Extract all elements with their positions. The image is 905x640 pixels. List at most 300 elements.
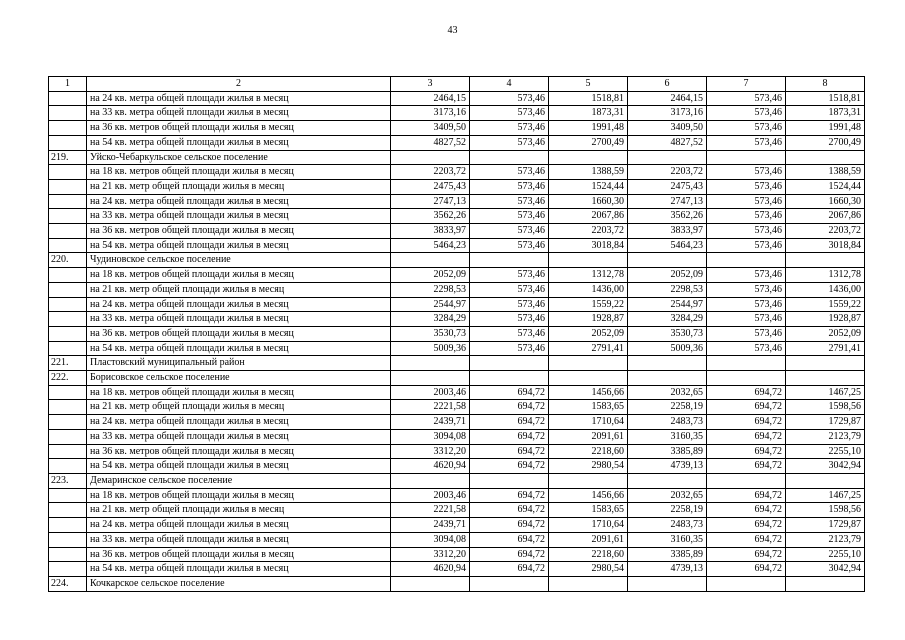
- table-row: [49, 238, 865, 253]
- value-cell: 2052,09: [391, 268, 470, 283]
- value-cell: 573,46: [707, 194, 786, 209]
- table-row: [49, 297, 865, 312]
- row-index-cell: [49, 459, 87, 474]
- row-index-cell: [49, 238, 87, 253]
- value-cell: 694,72: [470, 518, 549, 533]
- value-cell: 2439,71: [391, 415, 470, 430]
- value-cell: 573,46: [707, 282, 786, 297]
- table-row: [49, 282, 865, 297]
- table-row: [49, 547, 865, 562]
- value-cell: 573,46: [707, 106, 786, 121]
- value-cell: [707, 356, 786, 371]
- header-cell: 5: [549, 77, 628, 92]
- value-cell: 2203,72: [391, 165, 470, 180]
- value-cell: 2464,15: [628, 91, 707, 106]
- value-cell: 2255,10: [786, 444, 865, 459]
- value-cell: 694,72: [470, 562, 549, 577]
- value-cell: [786, 473, 865, 488]
- value-cell: 573,46: [707, 341, 786, 356]
- value-cell: 4620,94: [391, 562, 470, 577]
- row-name-cell: на 33 кв. метра общей площади жилья в месяц: [87, 106, 391, 121]
- row-name-cell: на 21 кв. метр общей площади жилья в месяц: [87, 503, 391, 518]
- table-row: [49, 371, 865, 386]
- value-cell: 2032,65: [628, 385, 707, 400]
- value-cell: 694,72: [470, 400, 549, 415]
- value-cell: 573,46: [707, 312, 786, 327]
- row-index-cell: [49, 400, 87, 415]
- value-cell: 694,72: [470, 415, 549, 430]
- row-name-cell: на 54 кв. метра общей площади жилья в месяц: [87, 341, 391, 356]
- value-cell: 694,72: [707, 532, 786, 547]
- value-cell: 4827,52: [391, 135, 470, 150]
- value-cell: 3833,97: [628, 224, 707, 239]
- value-cell: [707, 253, 786, 268]
- row-name-cell: Борисовское сельское поселение: [87, 371, 391, 386]
- row-name-cell: на 33 кв. метра общей площади жилья в месяц: [87, 312, 391, 327]
- row-index-cell: [49, 503, 87, 518]
- value-cell: [786, 371, 865, 386]
- table-row: [49, 179, 865, 194]
- row-index-cell: 224.: [49, 576, 87, 591]
- value-cell: 2003,46: [391, 488, 470, 503]
- row-name-cell: на 18 кв. метров общей площади жилья в месяц: [87, 165, 391, 180]
- header-cell: 2: [87, 77, 391, 92]
- row-index-cell: [49, 341, 87, 356]
- value-cell: [470, 576, 549, 591]
- value-cell: 2700,49: [549, 135, 628, 150]
- value-cell: [470, 371, 549, 386]
- table-row: [49, 385, 865, 400]
- value-cell: 1456,66: [549, 488, 628, 503]
- value-cell: 4739,13: [628, 562, 707, 577]
- value-cell: 573,46: [707, 268, 786, 283]
- value-cell: 3530,73: [391, 326, 470, 341]
- value-cell: 573,46: [707, 297, 786, 312]
- value-cell: 2439,71: [391, 518, 470, 533]
- value-cell: 2791,41: [549, 341, 628, 356]
- value-cell: 2298,53: [391, 282, 470, 297]
- value-cell: [470, 356, 549, 371]
- value-cell: [707, 150, 786, 165]
- table-row: [49, 503, 865, 518]
- row-index-cell: [49, 415, 87, 430]
- value-cell: 2544,97: [628, 297, 707, 312]
- row-name-cell: на 33 кв. метра общей площади жилья в месяц: [87, 209, 391, 224]
- value-cell: 694,72: [707, 400, 786, 415]
- row-name-cell: Пластовский муниципальный район: [87, 356, 391, 371]
- value-cell: 3284,29: [391, 312, 470, 327]
- value-cell: 3385,89: [628, 547, 707, 562]
- value-cell: 1928,87: [786, 312, 865, 327]
- value-cell: 1598,56: [786, 400, 865, 415]
- row-name-cell: на 21 кв. метр общей площади жилья в месяц: [87, 179, 391, 194]
- value-cell: 3173,16: [628, 106, 707, 121]
- row-name-cell: на 54 кв. метра общей площади жилья в месяц: [87, 459, 391, 474]
- value-cell: 1991,48: [549, 121, 628, 136]
- value-cell: 2067,86: [786, 209, 865, 224]
- value-cell: 573,46: [707, 238, 786, 253]
- row-name-cell: на 18 кв. метров общей площади жилья в месяц: [87, 268, 391, 283]
- value-cell: 2483,73: [628, 415, 707, 430]
- value-cell: 2258,19: [628, 503, 707, 518]
- value-cell: 573,46: [470, 106, 549, 121]
- value-cell: 694,72: [470, 547, 549, 562]
- value-cell: 3094,08: [391, 532, 470, 547]
- table-row: [49, 341, 865, 356]
- value-cell: 573,46: [707, 224, 786, 239]
- value-cell: [549, 253, 628, 268]
- value-cell: 2221,58: [391, 400, 470, 415]
- row-index-cell: [49, 106, 87, 121]
- value-cell: 694,72: [470, 503, 549, 518]
- value-cell: 3042,94: [786, 459, 865, 474]
- table-body: [49, 77, 865, 592]
- value-cell: 4739,13: [628, 459, 707, 474]
- row-name-cell: на 24 кв. метра общей площади жилья в месяц: [87, 415, 391, 430]
- value-cell: 1873,31: [786, 106, 865, 121]
- row-index-cell: [49, 179, 87, 194]
- value-cell: 3409,50: [391, 121, 470, 136]
- row-index-cell: 222.: [49, 371, 87, 386]
- value-cell: 573,46: [470, 165, 549, 180]
- value-cell: 1991,48: [786, 121, 865, 136]
- value-cell: 2221,58: [391, 503, 470, 518]
- value-cell: 2052,09: [628, 268, 707, 283]
- row-index-cell: [49, 91, 87, 106]
- table-row: [49, 91, 865, 106]
- value-cell: 694,72: [707, 562, 786, 577]
- value-cell: 694,72: [707, 547, 786, 562]
- value-cell: 1524,44: [786, 179, 865, 194]
- table-row: [49, 121, 865, 136]
- row-name-cell: на 18 кв. метров общей площади жилья в месяц: [87, 488, 391, 503]
- value-cell: 573,46: [707, 165, 786, 180]
- value-cell: 694,72: [470, 459, 549, 474]
- value-cell: 573,46: [470, 326, 549, 341]
- value-cell: 2544,97: [391, 297, 470, 312]
- value-cell: 2203,72: [628, 165, 707, 180]
- row-index-cell: [49, 297, 87, 312]
- row-index-cell: [49, 268, 87, 283]
- value-cell: 2483,73: [628, 518, 707, 533]
- value-cell: 3160,35: [628, 429, 707, 444]
- value-cell: 1729,87: [786, 415, 865, 430]
- value-cell: 2003,46: [391, 385, 470, 400]
- table-row: [49, 576, 865, 591]
- row-index-cell: [49, 488, 87, 503]
- table-row: [49, 224, 865, 239]
- value-cell: 694,72: [470, 532, 549, 547]
- row-index-cell: [49, 135, 87, 150]
- row-name-cell: Демаринское сельское поселение: [87, 473, 391, 488]
- value-cell: [470, 150, 549, 165]
- value-cell: 3409,50: [628, 121, 707, 136]
- row-index-cell: [49, 444, 87, 459]
- value-cell: 3312,20: [391, 444, 470, 459]
- row-index-cell: [49, 326, 87, 341]
- value-cell: 3530,73: [628, 326, 707, 341]
- value-cell: [549, 576, 628, 591]
- row-index-cell: [49, 121, 87, 136]
- row-name-cell: на 36 кв. метров общей площади жилья в месяц: [87, 547, 391, 562]
- value-cell: 1436,00: [786, 282, 865, 297]
- value-cell: 1456,66: [549, 385, 628, 400]
- row-name-cell: на 36 кв. метров общей площади жилья в месяц: [87, 326, 391, 341]
- value-cell: 573,46: [470, 282, 549, 297]
- value-cell: 1559,22: [786, 297, 865, 312]
- row-name-cell: на 24 кв. метра общей площади жилья в месяц: [87, 194, 391, 209]
- value-cell: 694,72: [707, 415, 786, 430]
- row-name-cell: на 54 кв. метра общей площади жилья в месяц: [87, 562, 391, 577]
- value-cell: 1518,81: [549, 91, 628, 106]
- value-cell: 1710,64: [549, 415, 628, 430]
- value-cell: [786, 150, 865, 165]
- header-cell: 6: [628, 77, 707, 92]
- value-cell: 3284,29: [628, 312, 707, 327]
- value-cell: 2980,54: [549, 562, 628, 577]
- row-name-cell: на 21 кв. метр общей площади жилья в месяц: [87, 400, 391, 415]
- row-index-cell: [49, 224, 87, 239]
- value-cell: 694,72: [707, 385, 786, 400]
- header-cell: 4: [470, 77, 549, 92]
- value-cell: 3018,84: [549, 238, 628, 253]
- value-cell: 573,46: [707, 91, 786, 106]
- value-cell: 1583,65: [549, 503, 628, 518]
- row-index-cell: [49, 312, 87, 327]
- value-cell: [391, 473, 470, 488]
- value-cell: 694,72: [707, 459, 786, 474]
- value-cell: 573,46: [470, 224, 549, 239]
- row-name-cell: на 33 кв. метра общей площади жилья в месяц: [87, 532, 391, 547]
- value-cell: 573,46: [470, 238, 549, 253]
- value-cell: 1312,78: [786, 268, 865, 283]
- row-name-cell: на 33 кв. метра общей площади жилья в месяц: [87, 429, 391, 444]
- value-cell: [786, 253, 865, 268]
- value-cell: 2700,49: [786, 135, 865, 150]
- value-cell: 2258,19: [628, 400, 707, 415]
- value-cell: [628, 356, 707, 371]
- value-cell: 3094,08: [391, 429, 470, 444]
- value-cell: [549, 371, 628, 386]
- value-cell: 1312,78: [549, 268, 628, 283]
- value-cell: 2475,43: [628, 179, 707, 194]
- value-cell: [628, 150, 707, 165]
- value-cell: 2218,60: [549, 547, 628, 562]
- value-cell: 1873,31: [549, 106, 628, 121]
- value-cell: 694,72: [707, 503, 786, 518]
- value-cell: 1928,87: [549, 312, 628, 327]
- row-name-cell: Чудиновское сельское поселение: [87, 253, 391, 268]
- value-cell: [707, 576, 786, 591]
- value-cell: 694,72: [707, 444, 786, 459]
- row-index-cell: [49, 209, 87, 224]
- row-name-cell: на 24 кв. метра общей площади жилья в месяц: [87, 518, 391, 533]
- value-cell: 2464,15: [391, 91, 470, 106]
- row-index-cell: [49, 518, 87, 533]
- value-cell: [391, 150, 470, 165]
- table-row: [49, 106, 865, 121]
- value-cell: 573,46: [470, 268, 549, 283]
- value-cell: 5464,23: [628, 238, 707, 253]
- header-cell: 1: [49, 77, 87, 92]
- row-name-cell: на 36 кв. метров общей площади жилья в месяц: [87, 121, 391, 136]
- row-index-cell: 220.: [49, 253, 87, 268]
- value-cell: 573,46: [470, 179, 549, 194]
- row-name-cell: на 36 кв. метров общей площади жилья в месяц: [87, 444, 391, 459]
- value-cell: 694,72: [470, 444, 549, 459]
- value-cell: [470, 253, 549, 268]
- value-cell: 573,46: [707, 209, 786, 224]
- value-cell: 1559,22: [549, 297, 628, 312]
- value-cell: 2052,09: [786, 326, 865, 341]
- value-cell: [549, 473, 628, 488]
- value-cell: 2123,79: [786, 429, 865, 444]
- table-row: [49, 429, 865, 444]
- value-cell: [707, 473, 786, 488]
- table-row: [49, 135, 865, 150]
- table-row: [49, 562, 865, 577]
- value-cell: 2203,72: [549, 224, 628, 239]
- value-cell: 5464,23: [391, 238, 470, 253]
- value-cell: 2747,13: [391, 194, 470, 209]
- value-cell: 2052,09: [549, 326, 628, 341]
- value-cell: 2203,72: [786, 224, 865, 239]
- value-cell: 694,72: [707, 518, 786, 533]
- value-cell: 3042,94: [786, 562, 865, 577]
- value-cell: 1710,64: [549, 518, 628, 533]
- value-cell: 694,72: [470, 385, 549, 400]
- row-index-cell: [49, 385, 87, 400]
- header-cell: 8: [786, 77, 865, 92]
- row-name-cell: на 18 кв. метров общей площади жилья в месяц: [87, 385, 391, 400]
- value-cell: 573,46: [470, 312, 549, 327]
- tariff-table: [48, 76, 865, 592]
- table-row: [49, 459, 865, 474]
- value-cell: 3160,35: [628, 532, 707, 547]
- row-name-cell: на 21 кв. метр общей площади жилья в месяц: [87, 282, 391, 297]
- table-row: [49, 194, 865, 209]
- value-cell: 2791,41: [786, 341, 865, 356]
- table-row: [49, 400, 865, 415]
- value-cell: 1729,87: [786, 518, 865, 533]
- header-cell: 7: [707, 77, 786, 92]
- row-name-cell: на 36 кв. метров общей площади жилья в месяц: [87, 224, 391, 239]
- table-row: [49, 473, 865, 488]
- value-cell: 694,72: [707, 429, 786, 444]
- value-cell: 573,46: [707, 326, 786, 341]
- value-cell: 3833,97: [391, 224, 470, 239]
- table-row: [49, 326, 865, 341]
- row-index-cell: [49, 562, 87, 577]
- table-row: [49, 253, 865, 268]
- value-cell: 1467,25: [786, 488, 865, 503]
- value-cell: 2298,53: [628, 282, 707, 297]
- value-cell: 694,72: [470, 429, 549, 444]
- value-cell: 1598,56: [786, 503, 865, 518]
- table-row: [49, 415, 865, 430]
- value-cell: 1467,25: [786, 385, 865, 400]
- value-cell: 3385,89: [628, 444, 707, 459]
- value-cell: 2032,65: [628, 488, 707, 503]
- table-row: [49, 518, 865, 533]
- row-index-cell: 221.: [49, 356, 87, 371]
- value-cell: 573,46: [707, 135, 786, 150]
- value-cell: 1518,81: [786, 91, 865, 106]
- value-cell: 2067,86: [549, 209, 628, 224]
- value-cell: [391, 576, 470, 591]
- row-name-cell: на 54 кв. метра общей площади жилья в месяц: [87, 238, 391, 253]
- row-index-cell: [49, 532, 87, 547]
- value-cell: [786, 356, 865, 371]
- row-index-cell: [49, 194, 87, 209]
- value-cell: [628, 253, 707, 268]
- table-header-row: [49, 77, 865, 92]
- value-cell: [786, 576, 865, 591]
- value-cell: 1583,65: [549, 400, 628, 415]
- row-index-cell: [49, 547, 87, 562]
- header-cell: 3: [391, 77, 470, 92]
- value-cell: 573,46: [470, 209, 549, 224]
- value-cell: 2218,60: [549, 444, 628, 459]
- table-row: [49, 150, 865, 165]
- row-index-cell: 219.: [49, 150, 87, 165]
- value-cell: 3173,16: [391, 106, 470, 121]
- value-cell: 573,46: [470, 135, 549, 150]
- value-cell: 3312,20: [391, 547, 470, 562]
- value-cell: 3562,26: [391, 209, 470, 224]
- value-cell: 1660,30: [786, 194, 865, 209]
- table-row: [49, 209, 865, 224]
- value-cell: 2091,61: [549, 429, 628, 444]
- value-cell: 573,46: [470, 194, 549, 209]
- value-cell: 3562,26: [628, 209, 707, 224]
- value-cell: 694,72: [470, 488, 549, 503]
- value-cell: 573,46: [707, 179, 786, 194]
- table-row: [49, 532, 865, 547]
- row-index-cell: 223.: [49, 473, 87, 488]
- value-cell: [707, 371, 786, 386]
- value-cell: 4827,52: [628, 135, 707, 150]
- value-cell: 1436,00: [549, 282, 628, 297]
- table-row: [49, 356, 865, 371]
- row-index-cell: [49, 165, 87, 180]
- value-cell: 5009,36: [391, 341, 470, 356]
- table-row: [49, 312, 865, 327]
- value-cell: [628, 473, 707, 488]
- value-cell: [628, 576, 707, 591]
- value-cell: 2123,79: [786, 532, 865, 547]
- row-name-cell: на 54 кв. метра общей площади жилья в месяц: [87, 135, 391, 150]
- page-number: 43: [447, 25, 458, 36]
- table-row: [49, 444, 865, 459]
- value-cell: 573,46: [470, 297, 549, 312]
- value-cell: [391, 356, 470, 371]
- row-name-cell: Уйско-Чебаркульское сельское поселение: [87, 150, 391, 165]
- value-cell: 573,46: [707, 121, 786, 136]
- table-row: [49, 165, 865, 180]
- value-cell: [549, 356, 628, 371]
- value-cell: 5009,36: [628, 341, 707, 356]
- value-cell: [549, 150, 628, 165]
- value-cell: 573,46: [470, 91, 549, 106]
- value-cell: 2747,13: [628, 194, 707, 209]
- value-cell: 4620,94: [391, 459, 470, 474]
- value-cell: 1388,59: [549, 165, 628, 180]
- value-cell: 2475,43: [391, 179, 470, 194]
- row-index-cell: [49, 282, 87, 297]
- value-cell: 1388,59: [786, 165, 865, 180]
- value-cell: 3018,84: [786, 238, 865, 253]
